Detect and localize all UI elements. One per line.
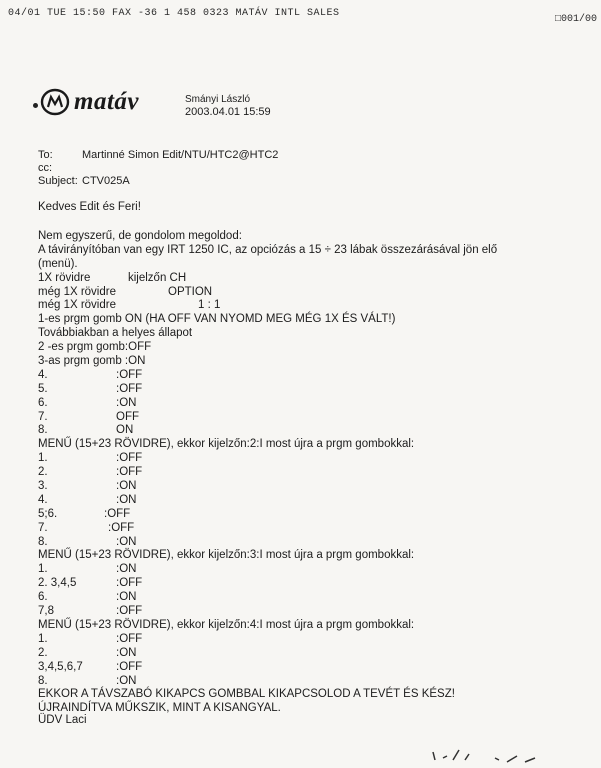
message-line-text: 3. [38,480,48,493]
message-line-text: MENŰ (15+23 RÖVIDRE), ekkor kijelzőn:4:I most újra a prgm gombokkal: [38,618,415,631]
message-line-text: EKKOR A TÁVSZABÓ KIKAPCS GOMBBAL KIKAPCSOLOD A TEVÉT ÉS KÉSZ! [38,688,455,701]
message-line-text: 1-es prgm gomb ON (HA OFF VAN NYOMD MEG MÉG 1X ÉS VÁLT!) [38,313,396,326]
message-line-text: MENŰ (15+23 RÖVIDRE), ekkor kijelzőn:2:I most újra a prgm gombokkal: [38,438,415,451]
sender-block [185,93,271,119]
message-line-value: :ON [116,396,137,409]
message-line-text: Nem egyszerű, de gondolom megoldod: [38,230,242,242]
subject-label: Subject: [38,175,78,187]
message-line-text: 5;6. [38,507,58,520]
message-line-text: még 1X rövidre [38,299,116,312]
message-line-value: 1 : 1 [198,299,221,312]
message-line-text: 7. [38,410,48,423]
message-line-value: :OFF [116,382,143,395]
message-line-text: 8. [38,674,48,687]
message-line-text: 2. [38,466,48,479]
message-line-text: A távirányítóban van egy IRT 1250 IC, az opciózás a 15 ÷ 23 lábak összezárásával jön elő [38,243,498,256]
message-line-value: :ON [116,563,137,576]
message-line-text: 7. [38,521,48,534]
message-line-value: OPTION [168,285,213,298]
message-line-text: Továbbiakban a helyes állapot [38,327,193,340]
message-line-value: :OFF [116,466,143,479]
message-line-value: :ON [116,535,137,548]
message-line-text: 1. [38,563,48,576]
fax-page-label: 001/00 [560,14,597,25]
message-line-text: 1. [38,452,48,465]
message-line-text: 2 -es prgm gomb:OFF [38,341,152,354]
message-line-text: 8. [38,424,48,437]
message-line-text: MENŰ (15+23 RÖVIDRE), ekkor kijelzőn:3:I most újra a prgm gombokkal: [38,549,415,562]
message-line-value: :OFF [104,507,131,520]
sender-datetime: 2003.04.01 15:59 [185,106,271,118]
message-line-value: :OFF [108,521,135,534]
message-line-value: ON [116,424,134,437]
message-line-value: :ON [116,646,137,659]
message-line-text: ÚJRAINDÍTVA MŰKSZIK, MINT A KISANGYAL. [38,702,281,715]
message-line-text: 7,8 [38,605,54,618]
message-line-value: :OFF [116,632,143,645]
message-line-value: kijelzőn CH [128,271,187,284]
message-line-value: :ON [116,493,137,506]
message-line-text: 4. [38,368,48,381]
message-line-text: 2. 3,4,5 [38,577,77,590]
greeting-block [38,201,578,214]
subject-value: CTV025A [82,175,130,187]
logo-dot [33,103,38,108]
message-line-value: :OFF [116,577,143,590]
message-line-value: :OFF [116,605,143,618]
message-line-text: 5. [38,382,48,395]
message-line-value: :OFF [116,452,143,465]
message-line-value: OFF [116,410,139,423]
message-line-value: :ON [116,591,137,604]
email-meta [38,149,278,188]
message-line-text: 6. [38,396,48,409]
message-line-text: 8. [38,535,48,548]
message-line-value: :OFF [116,660,143,673]
logo-text: matáv [74,88,139,115]
greeting: Kedves Edit és Feri! [38,201,141,213]
fax-page-icon: □ [554,14,561,25]
message-line-value: :ON [116,674,137,687]
message-line-value: :OFF [116,368,143,381]
signature-scribble [425,738,545,766]
signoff: ÜDV Laci [38,714,87,726]
fax-header: 04/01 TUE 15:50 FAX -36 1 458 0323 MATÁV INTL SALES [8,8,340,19]
matav-logo-icon [40,88,70,116]
fax-page-number [555,14,597,25]
message-line-text: 1. [38,632,48,645]
message-line-text: 1X rövidre [38,271,91,284]
sender-name: Smányi László [185,94,251,105]
message-line-text: (menü). [38,257,78,270]
to-value: Martinné Simon Edit/NTU/HTC2@HTC2 [82,149,279,161]
message-line-text: 6. [38,591,48,604]
message-line-text: 3,4,5,6,7 [38,660,83,673]
message-line-text: még 1X rövidre [38,285,116,298]
cc-label: cc: [38,162,53,174]
message-line-text: 4. [38,493,48,506]
to-label: To: [38,149,53,161]
message-line-text: 2. [38,646,48,659]
message-line-text: 3-as prgm gomb :ON [38,355,146,368]
company-logo [33,88,139,116]
message-line-value: :ON [116,480,137,493]
